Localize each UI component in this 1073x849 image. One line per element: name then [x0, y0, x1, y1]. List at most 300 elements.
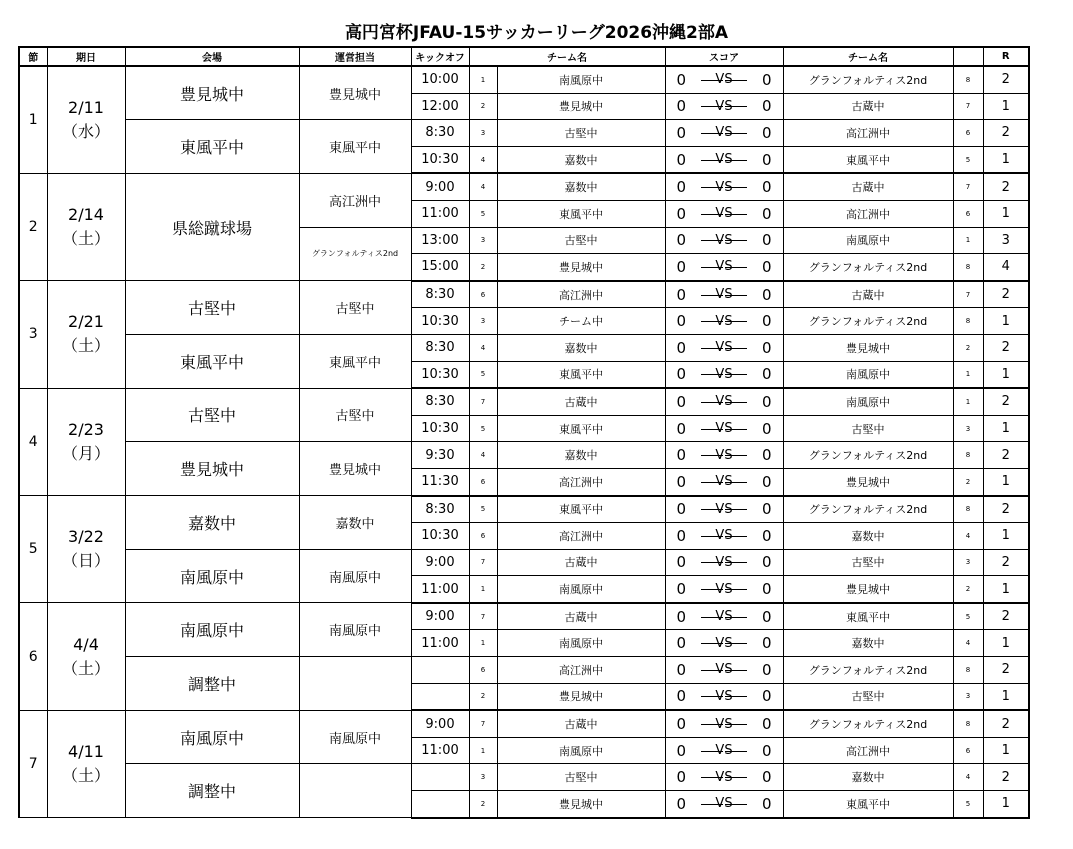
round-number: 1 [983, 361, 1029, 388]
home-team-name: 豊見城中 [497, 254, 665, 281]
away-team-number: 7 [953, 173, 983, 200]
round-date [47, 281, 125, 388]
away-team-number: 4 [953, 630, 983, 657]
round-number: 2 [983, 66, 1029, 93]
home-team-number: 6 [469, 657, 497, 684]
kickoff-time: 8:30 [411, 120, 469, 147]
home-team-number: 6 [469, 523, 497, 550]
header-admin: 運営担当 [299, 47, 411, 66]
vs-label: VS [715, 609, 733, 625]
home-team-number: 7 [469, 388, 497, 415]
home-team-name: 高江洲中 [497, 657, 665, 684]
away-team-number: 1 [953, 388, 983, 415]
round-number: 1 [983, 146, 1029, 173]
away-score: 0 [751, 200, 783, 227]
home-score: 0 [665, 657, 697, 684]
away-team-name: 嘉数中 [783, 523, 953, 550]
round-number: 2 [983, 173, 1029, 200]
round-setsu: 4 [19, 388, 47, 495]
round-number: 2 [983, 657, 1029, 684]
page-title: 高円宮杯JFAU-15サッカーリーグ2026沖縄2部A [344, 23, 729, 43]
away-team-name: 東風平中 [783, 146, 953, 173]
home-team-number: 4 [469, 146, 497, 173]
kickoff-time: 13:00 [411, 227, 469, 254]
vs-label: VS [715, 313, 733, 329]
vs-label: VS [715, 743, 733, 759]
vs-separator [697, 334, 751, 361]
vs-separator [697, 496, 751, 523]
round-number: 1 [983, 308, 1029, 335]
score-dash-right [725, 643, 747, 644]
home-team-name: 東風平中 [497, 361, 665, 388]
admin-team: 豊見城中 [299, 442, 411, 496]
home-score: 0 [665, 710, 697, 737]
away-score: 0 [751, 764, 783, 791]
home-team-number: 5 [469, 361, 497, 388]
vs-separator [697, 576, 751, 603]
score-dash-right [725, 777, 747, 778]
away-team-name: 高江洲中 [783, 737, 953, 764]
round-number: 4 [983, 254, 1029, 281]
header-kickoff: キックオフ [411, 47, 469, 66]
away-score: 0 [751, 442, 783, 469]
vs-label: VS [715, 501, 733, 517]
round-number: 2 [983, 281, 1029, 308]
header-date: 期日 [47, 47, 125, 66]
home-team-name: 古蔵中 [497, 710, 665, 737]
vs-label: VS [715, 635, 733, 651]
away-score: 0 [751, 66, 783, 93]
score-dash-right [725, 133, 747, 134]
away-team-name: グランフォルティス2nd [783, 496, 953, 523]
home-score: 0 [665, 281, 697, 308]
vs-label: VS [715, 98, 733, 114]
round-setsu: 7 [19, 710, 47, 817]
home-team-name: 南風原中 [497, 576, 665, 603]
score-dash-right [725, 482, 747, 483]
home-score: 0 [665, 791, 697, 818]
venue-name: 調整中 [125, 657, 299, 711]
home-team-number: 3 [469, 227, 497, 254]
away-team-number: 8 [953, 710, 983, 737]
away-team-name: 嘉数中 [783, 764, 953, 791]
vs-separator [697, 361, 751, 388]
home-score: 0 [665, 603, 697, 630]
home-team-number: 1 [469, 576, 497, 603]
round-setsu: 5 [19, 496, 47, 603]
home-score: 0 [665, 334, 697, 361]
home-score: 0 [665, 361, 697, 388]
match-row [19, 496, 1029, 523]
home-team-name: 嘉数中 [497, 173, 665, 200]
round-date [47, 388, 125, 495]
away-score: 0 [751, 281, 783, 308]
admin-team: 南風原中 [299, 549, 411, 603]
vs-label: VS [715, 581, 733, 597]
home-team-number: 4 [469, 442, 497, 469]
home-score: 0 [665, 388, 697, 415]
away-score: 0 [751, 120, 783, 147]
admin-team: 高江洲中 [299, 173, 411, 227]
kickoff-time: 8:30 [411, 496, 469, 523]
away-team-name: 古堅中 [783, 683, 953, 710]
score-dash-right [725, 321, 747, 322]
round-date [47, 66, 125, 173]
home-score: 0 [665, 523, 697, 550]
round-number: 1 [983, 630, 1029, 657]
score-dash-right [725, 751, 747, 752]
home-score: 0 [665, 468, 697, 495]
home-team-name: 南風原中 [497, 630, 665, 657]
away-score: 0 [751, 308, 783, 335]
day-of-week: （日） [61, 551, 110, 571]
away-score: 0 [751, 415, 783, 442]
home-team-name: 嘉数中 [497, 146, 665, 173]
vs-separator [697, 442, 751, 469]
home-team-name: 古蔵中 [497, 388, 665, 415]
vs-label: VS [715, 554, 733, 570]
venue-name: 古堅中 [125, 388, 299, 442]
away-score: 0 [751, 334, 783, 361]
away-score: 0 [751, 576, 783, 603]
vs-label: VS [715, 716, 733, 732]
score-dash-right [725, 267, 747, 268]
admin-team: 古堅中 [299, 388, 411, 442]
away-team-number: 5 [953, 791, 983, 818]
away-team-number: 8 [953, 66, 983, 93]
vs-separator [697, 66, 751, 93]
vs-separator [697, 281, 751, 308]
round-number: 2 [983, 496, 1029, 523]
away-team-number: 3 [953, 415, 983, 442]
header-team-home: チーム名 [469, 47, 665, 66]
vs-label: VS [715, 72, 733, 88]
away-team-number: 8 [953, 442, 983, 469]
away-team-name: 南風原中 [783, 388, 953, 415]
vs-separator [697, 791, 751, 818]
header-blank [953, 47, 983, 66]
round-number: 1 [983, 415, 1029, 442]
home-team-name: 豊見城中 [497, 93, 665, 120]
away-score: 0 [751, 603, 783, 630]
admin-team: 古堅中 [299, 281, 411, 335]
match-row [19, 120, 1029, 147]
home-score: 0 [665, 120, 697, 147]
kickoff-time: 12:00 [411, 93, 469, 120]
match-row [19, 549, 1029, 576]
venue-name: 南風原中 [125, 549, 299, 603]
kickoff-time: 9:00 [411, 173, 469, 200]
score-dash-right [725, 455, 747, 456]
home-team-number: 3 [469, 764, 497, 791]
date-value: 2/14 [68, 205, 104, 225]
round-number: 1 [983, 737, 1029, 764]
date-value: 2/11 [68, 97, 104, 117]
vs-label: VS [715, 206, 733, 222]
match-row [19, 66, 1029, 93]
vs-label: VS [715, 688, 733, 704]
home-score: 0 [665, 442, 697, 469]
home-score: 0 [665, 764, 697, 791]
round-number: 1 [983, 93, 1029, 120]
home-team-name: 古堅中 [497, 764, 665, 791]
admin-team [299, 764, 411, 818]
vs-separator [697, 93, 751, 120]
away-team-number: 6 [953, 737, 983, 764]
home-team-number: 2 [469, 93, 497, 120]
home-score: 0 [665, 415, 697, 442]
home-score: 0 [665, 576, 697, 603]
away-score: 0 [751, 93, 783, 120]
round-number: 1 [983, 523, 1029, 550]
vs-separator [697, 764, 751, 791]
venue-name: 東風平中 [125, 120, 299, 174]
away-score: 0 [751, 683, 783, 710]
home-team-name: 南風原中 [497, 737, 665, 764]
home-score: 0 [665, 227, 697, 254]
away-team-number: 5 [953, 603, 983, 630]
venue-name: 豊見城中 [125, 66, 299, 120]
away-team-number: 4 [953, 764, 983, 791]
home-team-number: 5 [469, 415, 497, 442]
home-team-name: 豊見城中 [497, 791, 665, 818]
match-row [19, 334, 1029, 361]
vs-label: VS [715, 179, 733, 195]
round-date [47, 173, 125, 280]
kickoff-time: 15:00 [411, 254, 469, 281]
score-dash-right [725, 214, 747, 215]
match-row [19, 764, 1029, 791]
vs-separator [697, 227, 751, 254]
away-team-name: グランフォルティス2nd [783, 657, 953, 684]
header-venue: 会場 [125, 47, 299, 66]
home-score: 0 [665, 254, 697, 281]
kickoff-time: 10:00 [411, 66, 469, 93]
home-team-number: 3 [469, 308, 497, 335]
venue-name: 豊見城中 [125, 442, 299, 496]
venue-name: 嘉数中 [125, 496, 299, 550]
kickoff-time: 11:00 [411, 200, 469, 227]
day-of-week: （土） [61, 229, 110, 249]
round-number: 1 [983, 200, 1029, 227]
home-team-name: 古堅中 [497, 227, 665, 254]
kickoff-time: 8:30 [411, 281, 469, 308]
home-team-name: 古蔵中 [497, 549, 665, 576]
vs-separator [697, 468, 751, 495]
home-team-name: 高江洲中 [497, 523, 665, 550]
vs-label: VS [715, 340, 733, 356]
round-date [47, 710, 125, 817]
home-score: 0 [665, 308, 697, 335]
round-number: 2 [983, 603, 1029, 630]
away-score: 0 [751, 523, 783, 550]
score-dash-right [725, 804, 747, 805]
away-team-name: 東風平中 [783, 603, 953, 630]
home-team-name: 南風原中 [497, 66, 665, 93]
match-row [19, 710, 1029, 737]
kickoff-time: 11:00 [411, 630, 469, 657]
home-score: 0 [665, 93, 697, 120]
home-score: 0 [665, 496, 697, 523]
vs-label: VS [715, 125, 733, 141]
away-team-number: 8 [953, 308, 983, 335]
away-score: 0 [751, 468, 783, 495]
away-team-number: 3 [953, 549, 983, 576]
round-number: 2 [983, 764, 1029, 791]
vs-separator [697, 388, 751, 415]
home-team-name: 東風平中 [497, 200, 665, 227]
home-score: 0 [665, 549, 697, 576]
kickoff-time [411, 764, 469, 791]
home-team-number: 4 [469, 173, 497, 200]
away-team-number: 1 [953, 361, 983, 388]
day-of-week: （土） [61, 765, 110, 785]
home-team-number: 2 [469, 791, 497, 818]
schedule-table [18, 46, 1030, 819]
vs-label: VS [715, 421, 733, 437]
round-date [47, 603, 125, 710]
match-row [19, 657, 1029, 684]
vs-label: VS [715, 662, 733, 678]
vs-separator [697, 549, 751, 576]
away-team-name: 古蔵中 [783, 281, 953, 308]
date-value: 4/4 [73, 634, 99, 654]
vs-separator [697, 657, 751, 684]
home-team-name: 嘉数中 [497, 442, 665, 469]
away-team-number: 6 [953, 200, 983, 227]
away-team-name: 古堅中 [783, 415, 953, 442]
home-score: 0 [665, 630, 697, 657]
kickoff-time: 8:30 [411, 388, 469, 415]
score-dash-right [725, 589, 747, 590]
vs-separator [697, 308, 751, 335]
home-team-number: 7 [469, 549, 497, 576]
kickoff-time: 10:30 [411, 308, 469, 335]
round-number: 2 [983, 442, 1029, 469]
vs-separator [697, 630, 751, 657]
round-setsu: 2 [19, 173, 47, 280]
kickoff-time [411, 683, 469, 710]
away-team-name: グランフォルティス2nd [783, 308, 953, 335]
vs-label: VS [715, 287, 733, 303]
round-setsu: 1 [19, 66, 47, 173]
venue-name: 南風原中 [125, 603, 299, 657]
score-dash-right [725, 724, 747, 725]
home-team-name: チーム中 [497, 308, 665, 335]
vs-separator [697, 710, 751, 737]
score-dash-right [725, 429, 747, 430]
home-team-name: 古堅中 [497, 120, 665, 147]
header-team-away: チーム名 [783, 47, 953, 66]
away-score: 0 [751, 710, 783, 737]
round-number: 1 [983, 683, 1029, 710]
vs-label: VS [715, 474, 733, 490]
home-team-number: 5 [469, 200, 497, 227]
admin-team: 南風原中 [299, 710, 411, 764]
away-team-name: 古堅中 [783, 549, 953, 576]
venue-name: 南風原中 [125, 710, 299, 764]
score-dash-right [725, 562, 747, 563]
away-team-number: 6 [953, 120, 983, 147]
home-team-number: 2 [469, 683, 497, 710]
vs-label: VS [715, 796, 733, 812]
home-score: 0 [665, 66, 697, 93]
venue-name: 調整中 [125, 764, 299, 818]
away-team-name: 豊見城中 [783, 576, 953, 603]
kickoff-time: 9:30 [411, 442, 469, 469]
home-score: 0 [665, 737, 697, 764]
away-score: 0 [751, 388, 783, 415]
date-value: 3/22 [68, 527, 104, 547]
kickoff-time [411, 657, 469, 684]
away-team-number: 1 [953, 227, 983, 254]
vs-separator [697, 146, 751, 173]
away-score: 0 [751, 737, 783, 764]
home-team-number: 1 [469, 737, 497, 764]
away-score: 0 [751, 146, 783, 173]
vs-separator [697, 603, 751, 630]
admin-team: 豊見城中 [299, 66, 411, 120]
score-dash-right [725, 295, 747, 296]
kickoff-time: 10:30 [411, 361, 469, 388]
away-team-number: 2 [953, 468, 983, 495]
away-team-number: 2 [953, 576, 983, 603]
away-team-number: 5 [953, 146, 983, 173]
kickoff-time: 9:00 [411, 603, 469, 630]
kickoff-time: 9:00 [411, 549, 469, 576]
home-score: 0 [665, 683, 697, 710]
date-value: 4/11 [68, 741, 104, 761]
day-of-week: （月） [61, 443, 110, 463]
home-team-number: 5 [469, 496, 497, 523]
away-team-name: 東風平中 [783, 791, 953, 818]
match-row [19, 388, 1029, 415]
away-team-name: グランフォルティス2nd [783, 442, 953, 469]
match-row [19, 173, 1029, 200]
vs-separator [697, 737, 751, 764]
admin-team: 東風平中 [299, 120, 411, 174]
schedule-body [19, 66, 1029, 818]
away-team-name: 豊見城中 [783, 334, 953, 361]
away-team-name: グランフォルティス2nd [783, 254, 953, 281]
away-team-name: グランフォルティス2nd [783, 710, 953, 737]
home-score: 0 [665, 200, 697, 227]
score-dash-right [725, 160, 747, 161]
home-team-name: 豊見城中 [497, 683, 665, 710]
score-dash-right [725, 106, 747, 107]
kickoff-time: 11:00 [411, 576, 469, 603]
kickoff-time: 9:00 [411, 710, 469, 737]
vs-separator [697, 254, 751, 281]
away-score: 0 [751, 227, 783, 254]
home-team-number: 1 [469, 66, 497, 93]
vs-separator [697, 200, 751, 227]
vs-label: VS [715, 232, 733, 248]
day-of-week: （土） [61, 658, 110, 678]
round-setsu: 3 [19, 281, 47, 388]
date-value: 2/21 [68, 312, 104, 332]
vs-label: VS [715, 528, 733, 544]
away-team-name: 嘉数中 [783, 630, 953, 657]
home-team-name: 東風平中 [497, 496, 665, 523]
away-team-name: 高江洲中 [783, 200, 953, 227]
vs-separator [697, 120, 751, 147]
venue-name: 古堅中 [125, 281, 299, 335]
venue-name: 県総蹴球場 [125, 173, 299, 280]
away-score: 0 [751, 496, 783, 523]
match-row [19, 603, 1029, 630]
score-dash-right [725, 509, 747, 510]
